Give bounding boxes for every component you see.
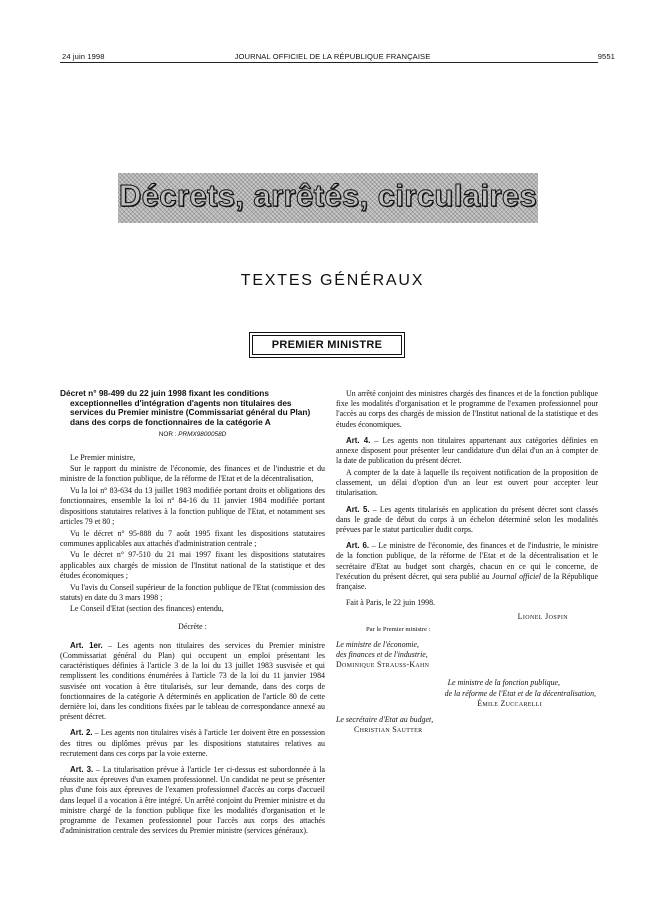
article-label: Art. 6. <box>346 541 370 551</box>
article-5 <box>336 505 598 536</box>
preamble-line: Le Premier ministre, <box>70 452 136 462</box>
ministry-title: PREMIER MINISTRE <box>252 335 402 355</box>
article-3-paragraph: Un arrêté conjoint des ministres chargés des finances et de la fonction publique fixe les modalités d'organisation et le programme de l'examen professionnel pour l'accès au corps des chargés de mission de l'Institut national de la statistique et des études économiques. <box>336 389 598 429</box>
signature-date: Fait à Paris, le 22 juin 1998. <box>346 598 435 608</box>
article-text-tail: de la République française. <box>336 571 598 591</box>
signature-fp-role-2: de la réforme de l'Etat et de la décentralisation, <box>444 688 596 698</box>
header-rule <box>60 62 598 63</box>
decree-title: Décret n° 98-499 du 22 juin 1998 fixant les conditions exceptionnelles d'intégration d'agents non titulaires des services du Premier ministre (Commissariat général du Plan) dans des corps de fonctionnaires de la catégorie A <box>60 388 311 427</box>
signature-fp-role: Le ministre de la fonction publique, <box>447 678 560 688</box>
signature-budget-name: Christian Sautter <box>354 725 423 735</box>
article-2 <box>60 728 325 759</box>
article-6 <box>336 541 598 592</box>
article-text: – Les agents titularisés en application du présent décret sont classés dans le grade de début du corps à un échelon déterminé selon les modalités prévues par le statut particulier dudit corps. <box>336 504 598 534</box>
signature-par-pm: Par le Premier ministre : <box>366 625 431 633</box>
article-4-paragraph: A compter de la date à laquelle ils reçoivent notification de la proposition de classement, un délai d'option d'un an leur est ouvert pour accepter leur titularisation. <box>336 467 598 498</box>
article-4 <box>336 436 598 467</box>
preamble-line: Vu le décret n° 97-510 du 21 mai 1997 fixant les dispositions statutaires applicables aux chargés de mission de l'Institut national de la statistique et des études économiques ; <box>60 550 325 580</box>
preamble-line: Vu le décret n° 95-888 du 7 août 1995 fixant les dispositions statutaires communes applicables aux attachés d'administration centrale ; <box>60 528 325 548</box>
header-journal-title: JOURNAL OFFICIEL DE LA RÉPUBLIQUE FRANÇAISE <box>234 52 431 61</box>
article-label: Art. 4. <box>346 435 371 445</box>
preamble-line: Vu la loi n° 83-634 du 13 juillet 1983 modifiée portant droits et obligations des fonctionnaires, ensemble la loi n° 84-16 du 11 janvier 1984 modifiée portant dispositions statutaires relatives à la fonction publique de l'Etat, et notamment ses articles 79 et 80 ; <box>60 486 325 526</box>
signature-eco-name: Dominique Strauss-Kahn <box>336 660 430 670</box>
preamble-line: Vu l'avis du Conseil supérieur de la fonction publique de l'Etat (commission des statuts) en date du 3 mars 1998 ; <box>60 582 325 602</box>
ministry-box <box>249 332 405 358</box>
nor-code: PRMX9800058D <box>178 431 227 439</box>
left-column <box>60 389 325 838</box>
preamble-line: Le Conseil d'Etat (section des finances) entendu, <box>70 604 224 614</box>
signature-eco-role: Le ministre de l'économie, <box>336 639 419 649</box>
article-label: Art. 1er. <box>70 640 103 650</box>
article-label: Art. 2. <box>70 728 93 738</box>
article-label: Art. 3. <box>70 765 94 775</box>
article-text: – Les agents non titulaires visés à l'article 1er doivent être en possession des titres ou diplômes prévus par les dispositions statutaires relatives au recrutement dans ces corps par la voie externe. <box>60 728 325 758</box>
article-text: – La titularisation prévue à l'article 1er ci-dessus est subordonnée à la réussite aux épreuves d'un examen professionnel. Un candidat ne peut se présenter plus d'une fois aux épreuves de l'examen professionnel d'accès au corps d'accueil dans lequel il a vocation à être intégré. Un arrêté conjoint du Premier ministre et du ministre chargé de la fonction publique fixe les modalités d'organisation et le programme de l'examen professionnel pour l'accès aux corps des attachés d'administration centrale des services du Premier ministre (services généraux). <box>60 765 325 836</box>
header-page-number: 9551 <box>597 52 615 61</box>
article-text: – Les agents non titulaires des services du Premier ministre (Commissariat général du Plan) qui occupent un emploi présentant les caractéristiques définies à l'article 3 de la loi du 13 juillet 1983 susvisée et qui remplissent les conditions énumérées à l'article 73 de la loi du 11 janvier 1984 susvisée ont vocation à être titularisés, sur leur demande, dans des corps de fonctionnaires de la catégorie A déterminés en application de l'article 80 de cette dernière loi, dans les conditions fixées par le tableau de correspondance annexé au présent décret. <box>60 640 325 722</box>
article-label: Art. 5. <box>346 504 370 514</box>
signature-pm-name: Lionel Jospin <box>517 612 568 622</box>
nor-label: NOR : <box>158 431 177 439</box>
signature-fp-name: Émile Zuccarelli <box>477 698 542 708</box>
article-text: – Le ministre de l'économie, des finances et de l'industrie, le ministre de la fonction publique, de la réforme de l'Etat et de la décentralisation et le secrétaire d'Etat au budget sont chargés, chacun en ce qui le concerne, de l'exécution du présent décret, qui sera publié au <box>336 541 598 581</box>
nor-reference <box>60 430 325 440</box>
section-title: TEXTES GÉNÉRAUX <box>240 272 425 289</box>
signature-budget-role: Le secrétaire d'Etat au budget, <box>336 714 434 724</box>
article-3 <box>60 765 325 836</box>
right-column <box>336 389 598 735</box>
decrete-heading: Décrète : <box>178 621 207 631</box>
article-1 <box>60 641 325 723</box>
banner-title: Décrets, arrêtés, circulaires <box>118 178 538 213</box>
preamble-line: Sur le rapport du ministre de l'économie, des finances et de l'industrie et du ministre de la fonction publique, de la réforme de l'Etat et de la décentralisation, <box>60 464 325 484</box>
journal-officiel-ref: Journal officiel <box>492 571 541 581</box>
signature-eco-role-2: des finances et de l'industrie, <box>336 649 428 659</box>
header-date: 24 juin 1998 <box>62 52 105 61</box>
article-text: – Les agents non titulaires appartenant aux catégories définies en annexe disposent pour présenter leur candidature d'un délai d'un an à compter de la date de publication du présent décret. <box>336 435 598 466</box>
